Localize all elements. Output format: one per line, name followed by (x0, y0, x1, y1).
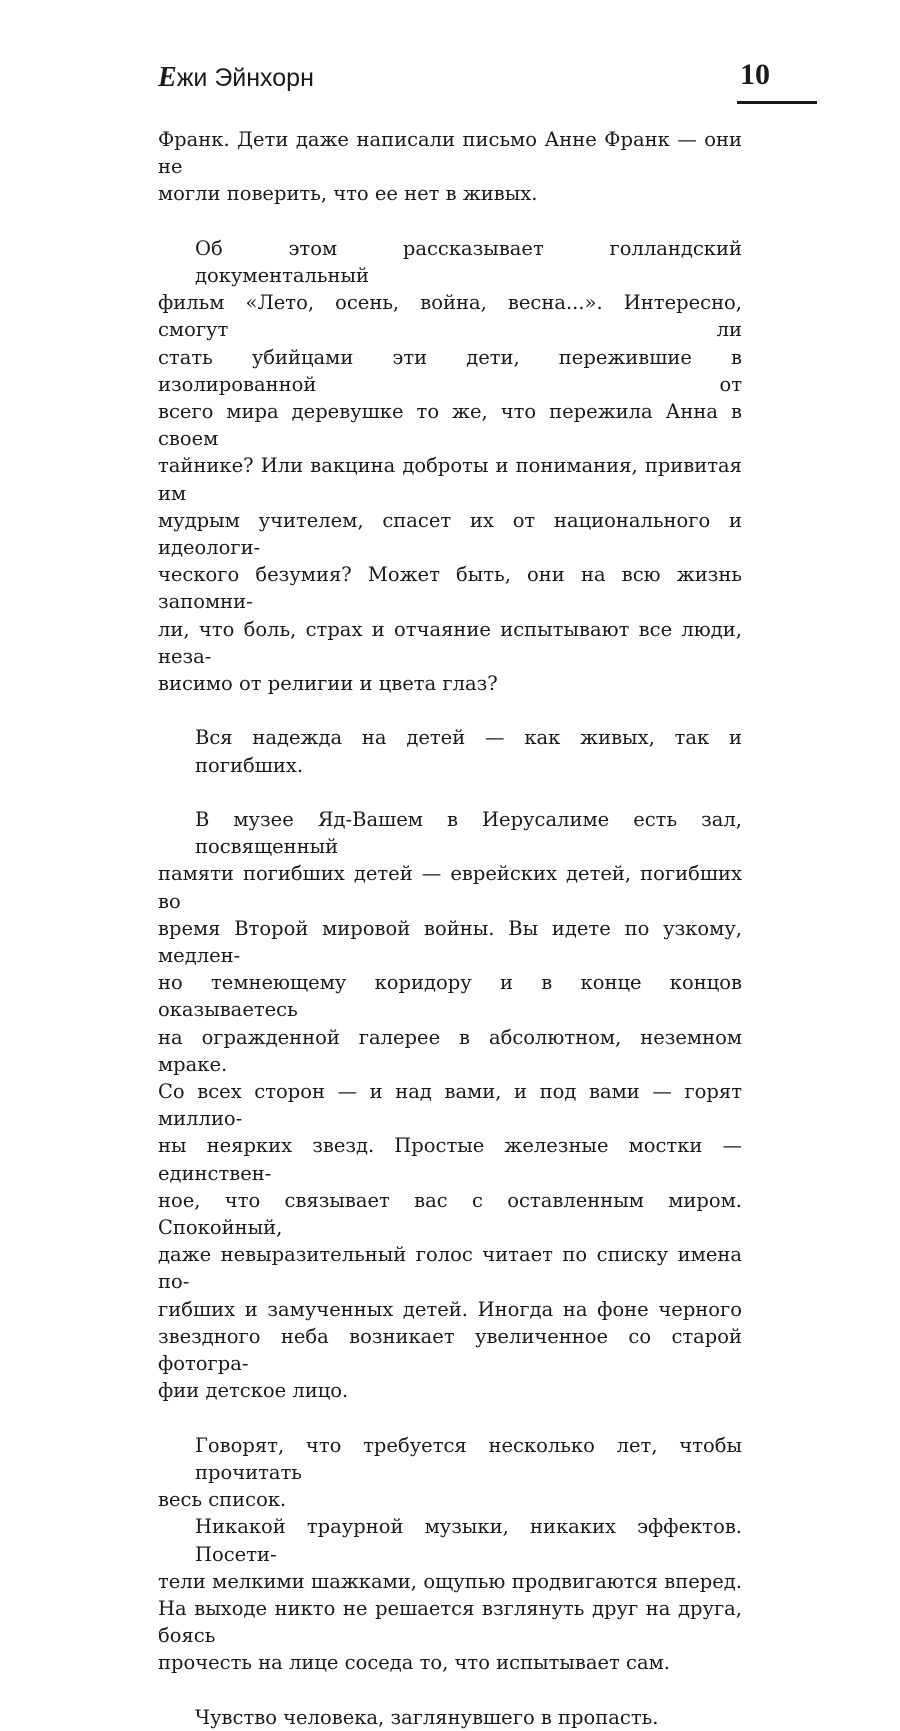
text-line: ны неярких звезд. Простые железные мостки — единствен- (158, 1134, 742, 1185)
text-line: мудрым учителем, спасет их от национального и идеологи- (158, 508, 742, 560)
text-line: но темнеющему коридору и в конце концов оказываетесь (158, 971, 742, 1022)
paragraph (158, 724, 742, 778)
body-text (158, 126, 742, 1731)
text-line: памяти погибших детей — еврейских детей, погибших во (158, 862, 742, 913)
paragraph (158, 1513, 742, 1676)
text-line: прочесть на лице соседа то, что испытывает сам. (158, 1651, 670, 1675)
running-head-author (158, 62, 314, 94)
text-line: тели мелкими шажками, ощупью продвигаются вперед. (158, 1569, 742, 1593)
paragraph (158, 1432, 742, 1514)
text-line: фильм «Лето, осень, война, весна...». Интересно, смогут ли (158, 291, 742, 342)
text-line: Никакой траурной музыки, никаких эффектов. Посети- (195, 1515, 742, 1566)
page-number: 10 (740, 58, 770, 91)
text-line: стать убийцами эти дети, пережившие в изолированной от (158, 345, 742, 396)
paragraph (158, 806, 742, 1404)
text-line: В музее Яд-Вашем в Иерусалиме есть зал, посвященный (195, 808, 742, 859)
author-initial: Е (158, 62, 177, 93)
text-line: На выходе никто не решается взглянуть друг на друга, боясь (158, 1596, 742, 1648)
text-line: ческого безумия? Может быть, они на всю жизнь запомни- (158, 563, 742, 614)
text-line: Франк. Дети даже написали письмо Анне Франк — они не (158, 128, 742, 179)
text-line: Говорят, что требуется несколько лет, чтобы прочитать (195, 1433, 742, 1484)
text-line: ное, что связывает вас с оставленным миром. Спокойный, (158, 1188, 742, 1240)
text-line: ли, что боль, страх и отчаяние испытывают все люди, неза- (158, 617, 742, 668)
paragraph (158, 235, 742, 697)
text-line: Со всех сторон — и над вами, и под вами — горят миллио- (158, 1080, 742, 1131)
text-line: всего мира деревушке то же, что пережила Анна в своем (158, 400, 742, 451)
author-name-rest: жи Эйнхорн (176, 64, 314, 92)
paragraph (158, 126, 742, 208)
text-line: Об этом рассказывает голландский документальный (195, 236, 742, 287)
text-line: на огражденной галерее в абсолютном, неземном мраке. (158, 1025, 742, 1076)
page-number-rule (737, 101, 817, 104)
text-line: тайнике? Или вакцина доброты и понимания, привитая им (158, 454, 742, 505)
text-line: гибших и замученных детей. Иногда на фоне черного (158, 1297, 742, 1321)
text-line: могли поверить, что ее нет в живых. (158, 182, 538, 206)
text-line: Чувство человека, заглянувшего в пропасть. (195, 1705, 659, 1729)
text-line: время Второй мировой войны. Вы идете по узкому, медлен- (158, 916, 742, 968)
text-line: звездного неба возникает увеличенное со старой фотогра- (158, 1324, 742, 1376)
text-line: даже невыразительный голос читает по списку имена по- (158, 1243, 742, 1294)
paragraph (158, 1704, 742, 1731)
text-line: фии детское лицо. (158, 1379, 349, 1403)
text-line: висимо от религии и цвета глаз? (158, 672, 498, 696)
text-line: Вся надежда на детей — как живых, так и погибших. (195, 726, 742, 777)
text-line: весь список. (158, 1488, 287, 1512)
